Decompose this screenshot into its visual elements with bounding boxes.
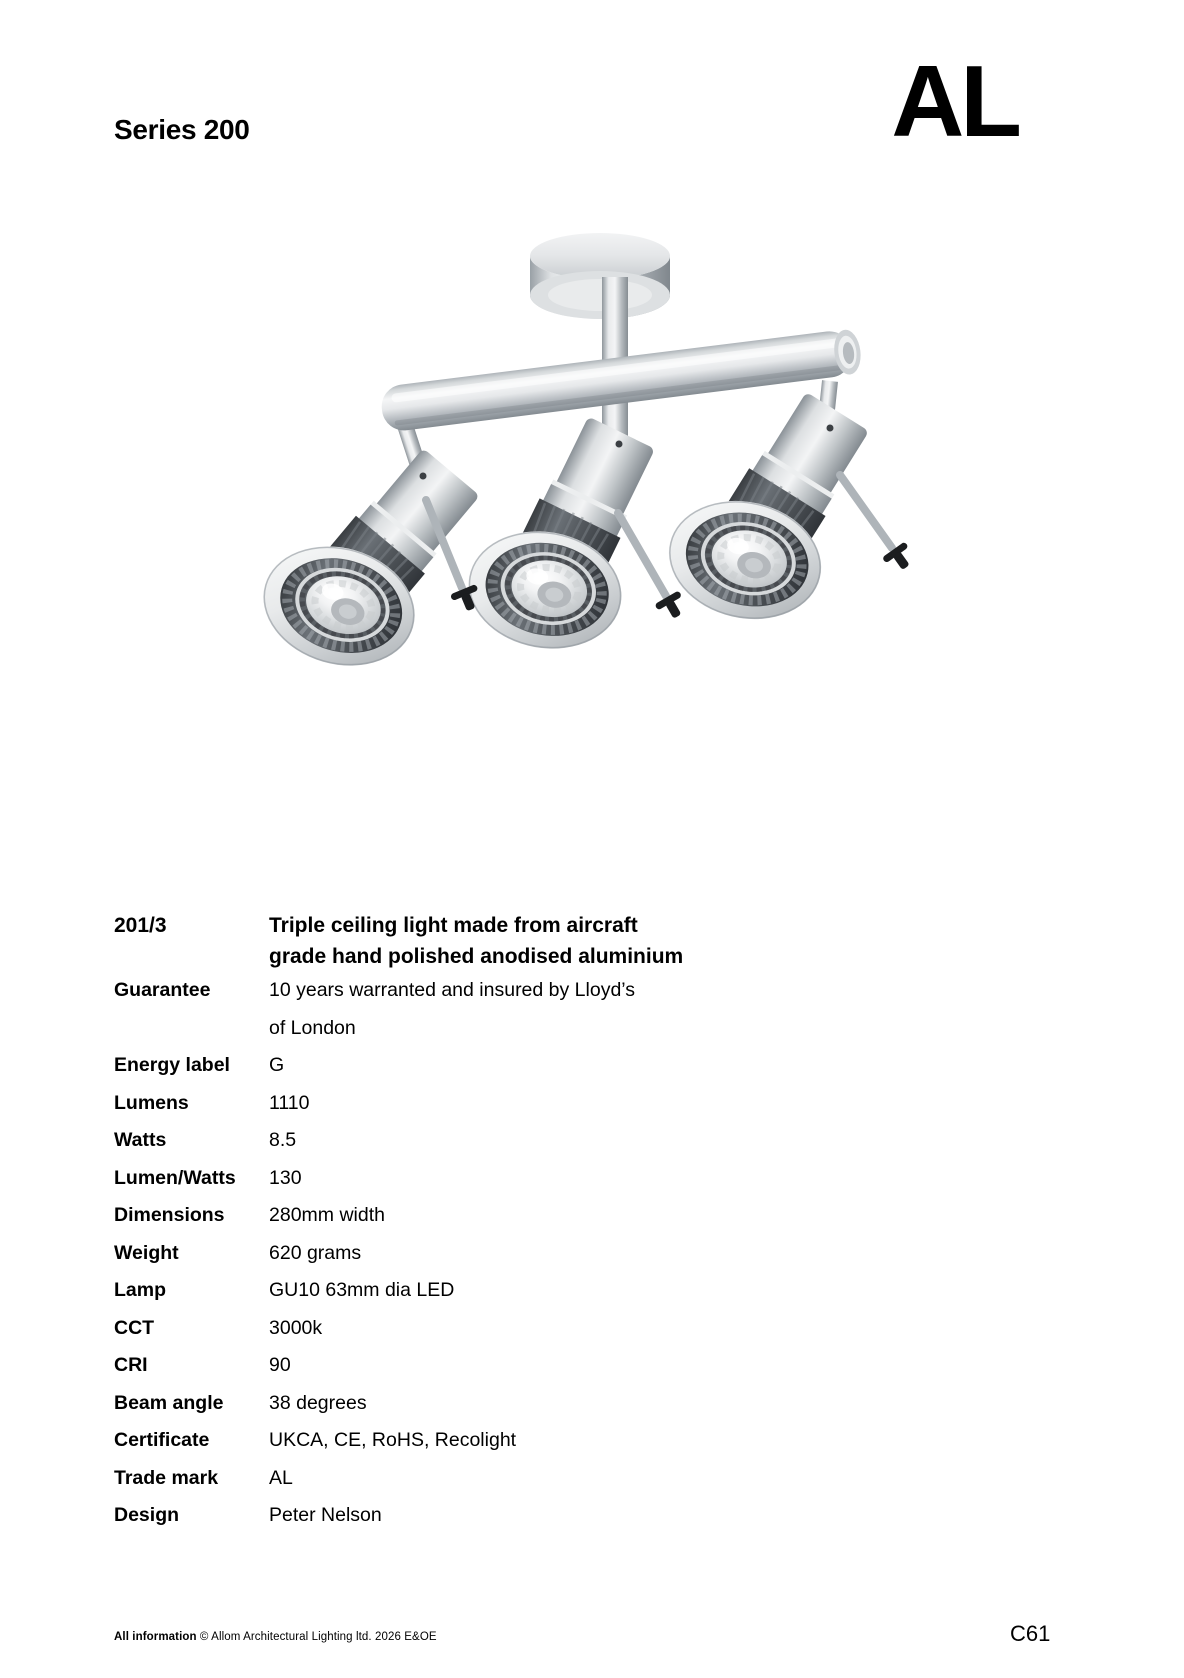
spec-label: Trade mark [114,1466,219,1489]
spec-value: G [269,1054,285,1076]
spec-rows [114,972,814,1535]
spec-value: 3000k [269,1316,323,1339]
product-code: 201/3 [114,914,167,937]
spec-row [114,1347,814,1385]
spec-row [114,1310,814,1348]
page-number: C61 [1010,1621,1051,1646]
spec-value: 620 grams [269,1241,362,1264]
spec-value: AL [269,1466,293,1489]
spec-row [114,1122,814,1160]
spec-row [114,1497,814,1535]
spec-label: Lumens [114,1091,189,1114]
spec-label: Guarantee [114,979,211,1001]
spec-label: Weight [114,1241,179,1264]
product-heading [114,910,683,972]
footer-note [114,1631,437,1643]
brand-logo: AL [891,46,1018,158]
spec-value: Peter Nelson [269,1504,382,1526]
spec-label: Lumen/Watts [114,1166,236,1189]
spec-label: CRI [114,1354,148,1376]
spec-row [114,1385,814,1423]
spec-row [114,1272,814,1310]
spec-value: 10 years warranted and insured by Lloyd’s [269,979,636,1001]
spec-value: 1110 [269,1091,310,1114]
footer-rest: © Allom Architectural Lighting ltd. 2026 E&OE [196,1631,437,1643]
spec-row [114,1422,814,1460]
spec-value: UKCA, CE, RoHS, Recolight [269,1429,517,1451]
spec-row [114,1160,814,1198]
spec-value: 38 degrees [269,1391,367,1414]
spec-value: 130 [269,1166,302,1189]
spec-label: Certificate [114,1429,210,1451]
spotlight-illustration [240,195,920,675]
spec-row [114,1197,814,1235]
spec-row [114,1235,814,1273]
spec-label: Design [114,1504,180,1526]
product-description [269,910,683,972]
adjust-rod-right [840,475,917,576]
spec-value-line2: of London [269,1016,356,1039]
spec-label: CCT [114,1316,155,1339]
spec-value: 8.5 [269,1129,297,1151]
footer-bold: All information [114,1631,197,1643]
spot-head-right [657,388,876,634]
spec-row [114,1460,814,1498]
spec-row [114,1085,814,1123]
spec-value: GU10 63mm dia LED [269,1279,455,1301]
spec-row [114,972,814,1047]
product-description-line1: Triple ceiling light made from aircraft [269,914,638,937]
canopy-icon [530,233,670,319]
spec-value: 90 [269,1354,291,1376]
spec-label: Lamp [114,1279,167,1301]
spec-label: Dimensions [114,1204,225,1226]
spec-value: 280mm width [269,1204,385,1226]
spec-label: Beam angle [114,1391,224,1414]
product-image [240,195,920,675]
product-description-line2: grade hand polished anodised aluminium [269,945,684,968]
spec-label: Energy label [114,1054,230,1076]
series-title: Series 200 [114,114,250,145]
spec-label: Watts [114,1129,167,1151]
spec-row [114,1047,814,1085]
